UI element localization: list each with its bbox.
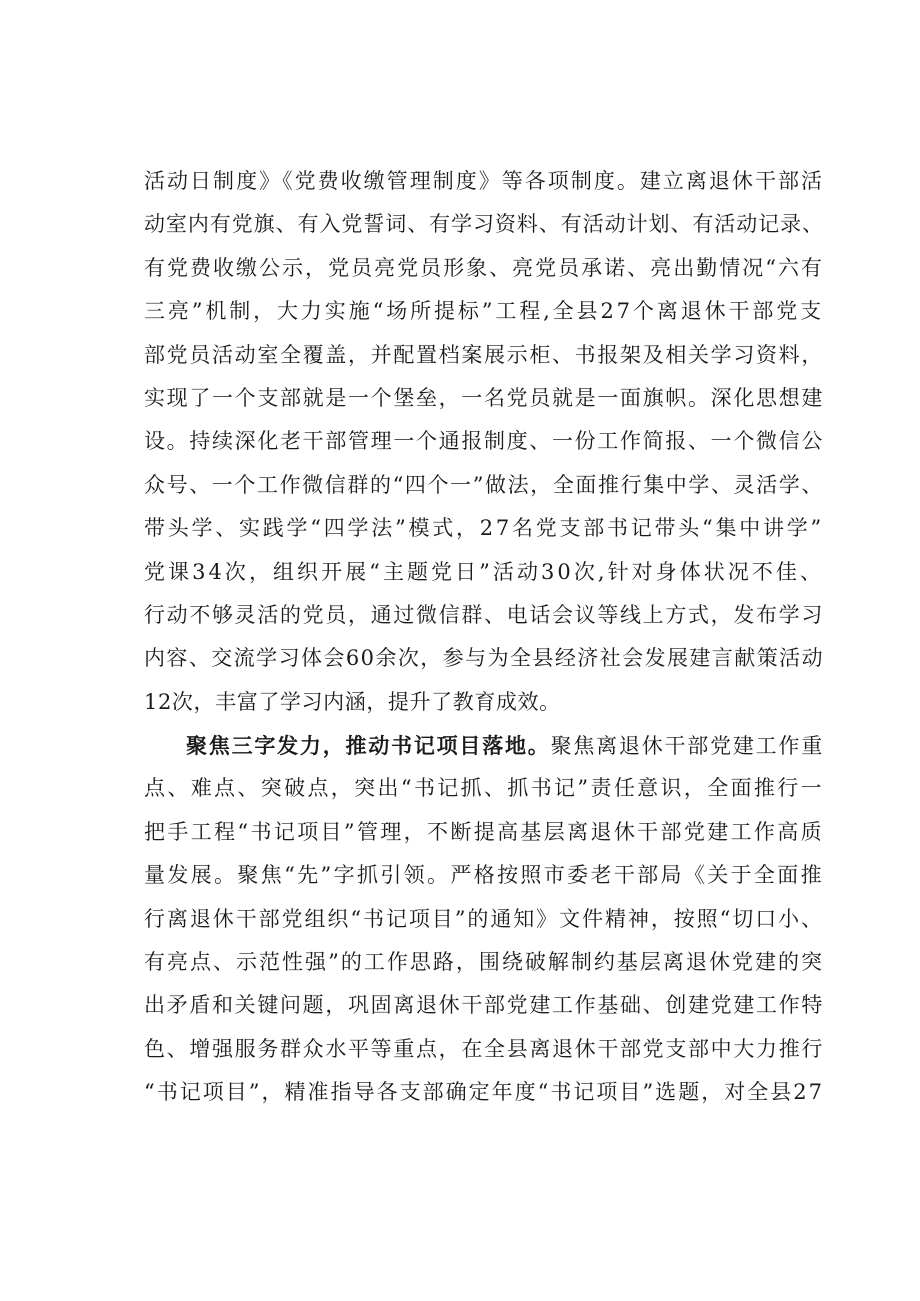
paragraph-line: 活动日制度》《党费收缴管理制度》等各项制度。建立离退休干部活 — [144, 169, 824, 193]
paragraph-line: 带头学、实践学“四学法”模式，27名党支部书记带头“集中讲学” — [144, 516, 824, 541]
body-text — [144, 160, 824, 1115]
paragraph-line: 部党员活动室全覆盖，并配置档案展示柜、书报架及相关学习资料， — [144, 342, 824, 367]
paragraph-line: 出矛盾和关键问题，巩固离退休干部党建工作基础、创建党建工作特 — [144, 993, 824, 1018]
paragraph-line: 设。持续深化老干部管理一个通报制度、一份工作简报、一个微信公 — [144, 429, 824, 454]
paragraph-line: 把手工程“书记项目”管理，不断提高基层离退休干部党建工作高质 — [144, 819, 824, 844]
paragraph-line: 动室内有党旗、有入党誓词、有学习资料、有活动计划、有活动记录、 — [144, 212, 824, 237]
paragraph-line: 党课34次，组织开展“主题党日”活动30次,针对身体状况不佳、 — [144, 559, 824, 584]
paragraph-line: 内容、交流学习体会60余次，参与为全县经济社会发展建言献策活动 — [144, 646, 824, 671]
paragraph-line: “书记项目”，精准指导各支部确定年度“书记项目”选题，对全县27 — [144, 1080, 824, 1105]
paragraph-first-line — [144, 724, 824, 767]
paragraph-line: 有党费收缴公示，党员亮党员形象、亮党员承诺、亮出勤情况“六有 — [144, 255, 824, 280]
paragraph-line: 三亮”机制，大力实施“场所提标”工程,全县27个离退休干部党支 — [144, 299, 824, 324]
paragraph-1 — [144, 160, 824, 724]
paragraph-line: 行离退休干部党组织“书记项目”的通知》文件精神，按照“切口小、 — [144, 906, 824, 931]
paragraph-2 — [144, 724, 824, 1115]
paragraph-line: 实现了一个支部就是一个堡垒，一名党员就是一面旗帜。深化思想建 — [144, 385, 824, 410]
paragraph-line: 12次，丰富了学习内涵，提升了教育成效。 — [144, 689, 561, 714]
paragraph-line: 点、难点、突破点，突出“书记抓、抓书记”责任意识，全面推行一 — [144, 776, 824, 801]
paragraph-line-text: 聚焦离退休干部党建工作重 — [550, 734, 825, 759]
paragraph-line: 量发展。聚焦“先”字抓引领。严格按照市委老干部局《关于全面推 — [144, 863, 824, 888]
paragraph-line: 众号、一个工作微信群的“四个一”做法，全面推行集中学、灵活学、 — [144, 472, 824, 497]
paragraph-line: 行动不够灵活的党员，通过微信群、电话会议等线上方式，发布学习 — [144, 602, 824, 627]
paragraph-line: 色、增强服务群众水平等重点，在全县离退休干部党支部中大力推行 — [144, 1036, 824, 1061]
section-heading: 聚焦三字发力，推动书记项目落地。 — [186, 733, 551, 759]
paragraph-line: 有亮点、示范性强”的工作思路，围绕破解制约基层离退休党建的突 — [144, 950, 824, 975]
